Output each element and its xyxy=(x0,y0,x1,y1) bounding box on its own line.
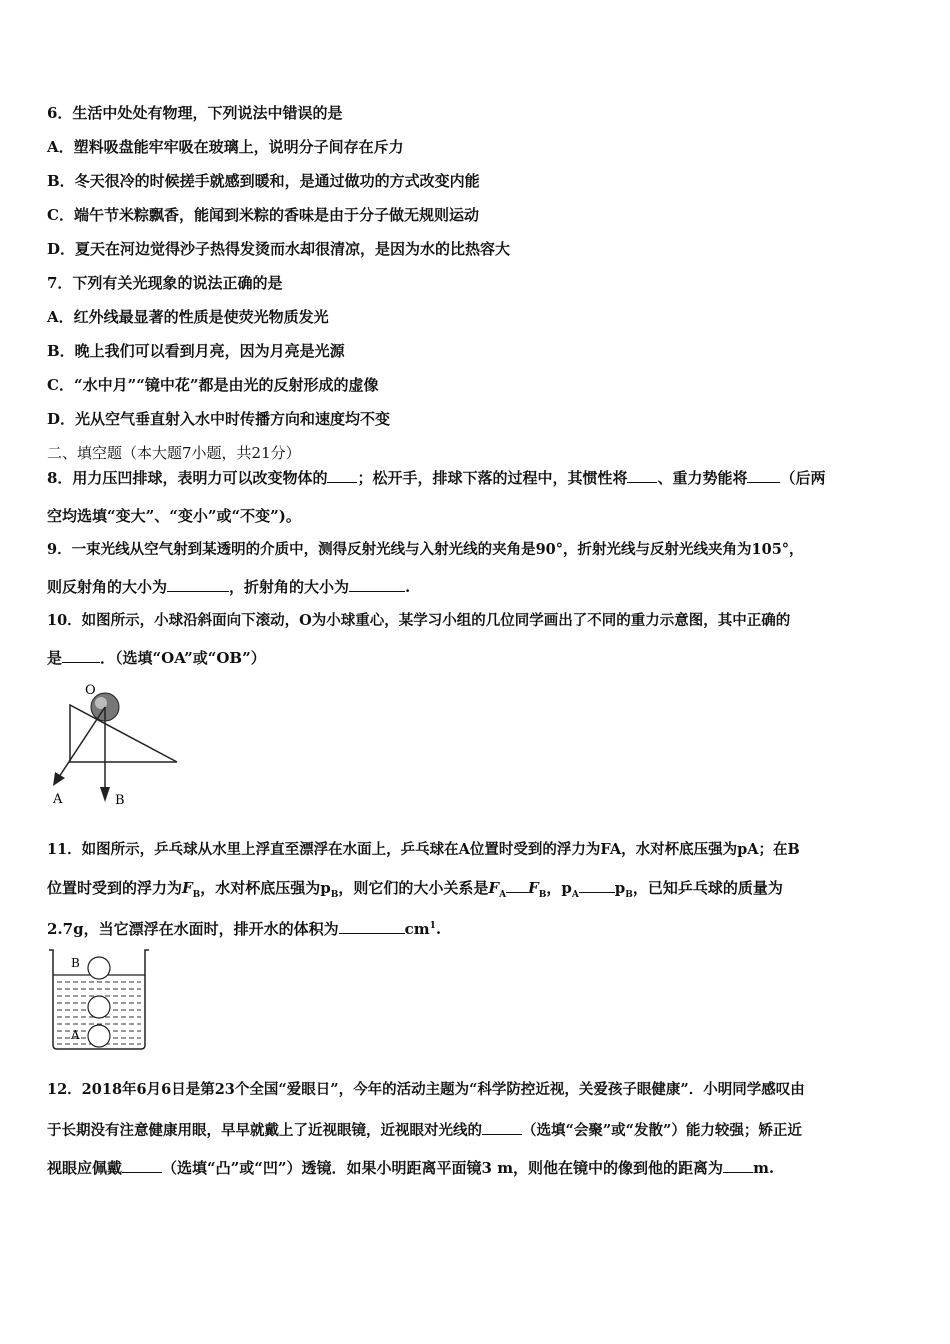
q11-pb-sub: B xyxy=(330,890,339,900)
q6-option-a: A．塑料吸盘能牢牢吸在玻璃上，说明分子间存在斥力 xyxy=(47,138,404,156)
q11-text-4: ，p xyxy=(546,879,572,897)
arrow-ob-head xyxy=(100,787,110,802)
q11-pb2-sub: B xyxy=(625,890,633,900)
q9-line-1: 9．一束光线从空气射到某透明的介质中，测得反射光线与入射光线的夹角是90°，折射光线与反射光线夹角为105°， xyxy=(47,541,804,558)
q11-fb: F xyxy=(182,879,193,897)
q11-fb2-sub: B xyxy=(538,890,547,900)
q10-line-1: 10．如图所示，小球沿斜面向下滚动，O为小球重心，某学习小组的几位同学画出了不同的重力示意图，其中正确的 xyxy=(47,612,791,629)
q11-text-8: . xyxy=(435,920,442,938)
q12-text-2: （选填“会聚”或“发散”）能力较强；矫正近 xyxy=(522,1122,802,1139)
q12-blank-2[interactable] xyxy=(122,1158,162,1173)
incline-triangle xyxy=(70,705,177,762)
q11-text-7: 2.7g，当它漂浮在水面时，排开水的体积为 xyxy=(47,920,339,938)
incline-figure xyxy=(45,680,185,810)
q7-stem: 7．下列有关光现象的说法正确的是 xyxy=(47,274,283,292)
ball-position-a xyxy=(88,1025,110,1047)
q6-option-c: C．端午节米粽飘香，能闻到米粽的香味是由于分子做无规则运动 xyxy=(47,206,479,224)
q11-fa: F xyxy=(488,879,500,897)
q12-line-1: 12．2018年6月6日是第23个全国“爱眼日”，今年的活动主题为“科学防控近视，关爱孩子眼健康”．小明同学感叹由 xyxy=(47,1081,805,1098)
q11-blank-1[interactable] xyxy=(506,878,528,893)
q8-blank-1[interactable] xyxy=(327,468,357,483)
q8-text-1: 8．用力压凹排球，表明力可以改变物体的 xyxy=(47,469,328,487)
ball-position-b xyxy=(88,957,110,979)
q6-option-d: D．夏天在河边觉得沙子热得发烫而水却很清凉，是因为水的比热容大 xyxy=(47,240,511,258)
q11-fb2: F xyxy=(528,879,539,897)
q6-stem: 6．生活中处处有物理，下列说法中错误的是 xyxy=(47,104,343,122)
q8-text-3: 、重力势能将 xyxy=(657,469,748,487)
q12-blank-3[interactable] xyxy=(723,1158,753,1173)
arrow-oa-line xyxy=(57,707,105,780)
q11-text-3: ，则它们的大小关系是 xyxy=(338,879,489,897)
q11-line-3 xyxy=(47,916,441,939)
q8-text-2: ；松开手，排球下落的过程中，其惯性将 xyxy=(357,469,628,487)
q11-text-6: ，已知乒乓球的质量为 xyxy=(632,879,783,897)
q8-text-4: （后两 xyxy=(780,469,826,487)
q11-fb-sub: B xyxy=(192,890,201,900)
beaker-label-a: A xyxy=(71,1028,80,1042)
q12-text-1: 于长期没有注意健康用眼，早早就戴上了近视眼镜，近视眼对光线的 xyxy=(47,1122,482,1139)
label-o: O xyxy=(85,683,96,698)
q10-text-2: ．（选填“OA”或“OB”） xyxy=(100,649,266,667)
q9-blank-1[interactable] xyxy=(167,577,229,592)
ball-middle xyxy=(88,996,110,1018)
q6-option-b: B．冬天很冷的时候搓手就感到暖和，是通过做功的方式改变内能 xyxy=(47,172,480,190)
q11-line-1: 11．如图所示，乒乓球从水里上浮直至漂浮在水面上，乒乓球在A位置时受到的浮力为FA，水对杯底压强为pA；在B xyxy=(47,841,800,858)
q10-text-1: 是 xyxy=(47,649,63,667)
q12-text-3: 视眼应佩戴 xyxy=(47,1159,123,1177)
q7-option-c: C．“水中月”“镜中花”都是由光的反射形成的虚像 xyxy=(47,376,379,394)
q11-blank-2[interactable] xyxy=(579,878,615,893)
q7-option-d: D．光从空气垂直射入水中时传播方向和速度均不变 xyxy=(47,410,391,428)
beaker-figure xyxy=(45,945,160,1055)
q12-text-4: （选填“凸”或“凹”）透镜．如果小明距离平面镜3 m，则他在镜中的像到他的距离为 xyxy=(162,1159,724,1177)
q9-text-1: 则反射角的大小为 xyxy=(47,578,168,596)
q8-blank-3[interactable] xyxy=(747,468,780,483)
q11-line-2 xyxy=(47,878,783,905)
q12-text-5: m. xyxy=(753,1159,775,1177)
label-a: A xyxy=(53,792,63,807)
arrow-oa-head xyxy=(53,772,65,786)
q11-text-5: p xyxy=(614,879,626,897)
q12-blank-1[interactable] xyxy=(482,1120,522,1135)
beaker-label-b: B xyxy=(71,956,80,970)
q10-blank[interactable] xyxy=(62,648,100,663)
q9-blank-2[interactable] xyxy=(349,577,405,592)
q9-text-3: . xyxy=(405,578,411,596)
q9-text-2: ，折射角的大小为 xyxy=(229,578,350,596)
q12-line-3 xyxy=(47,1158,774,1178)
q8-line-1 xyxy=(47,468,826,488)
q11-text-2: ，水对杯底压强为p xyxy=(200,879,331,897)
section-heading: 二、填空题（本大题7小题，共21分） xyxy=(47,444,301,462)
q10-line-2 xyxy=(47,648,266,668)
q11-text-1: 位置时受到的浮力为 xyxy=(47,879,183,897)
label-b: B xyxy=(115,793,125,808)
q11-fa-sub: A xyxy=(499,890,507,900)
q7-option-b: B．晚上我们可以看到月亮，因为月亮是光源 xyxy=(47,342,345,360)
q12-line-2 xyxy=(47,1120,802,1141)
q11-unit: cm xyxy=(404,920,430,938)
q11-unit-sup: 1 xyxy=(429,921,436,931)
q8-blank-2[interactable] xyxy=(627,468,657,483)
q8-line-2: 空均选填“变大”、“变小”或“不变”)。 xyxy=(47,507,301,525)
q11-pa-sub: A xyxy=(571,890,579,900)
q11-blank-3[interactable] xyxy=(339,919,405,934)
q9-line-2 xyxy=(47,577,410,597)
q7-option-a: A．红外线最显著的性质是使荧光物质发光 xyxy=(47,308,329,326)
